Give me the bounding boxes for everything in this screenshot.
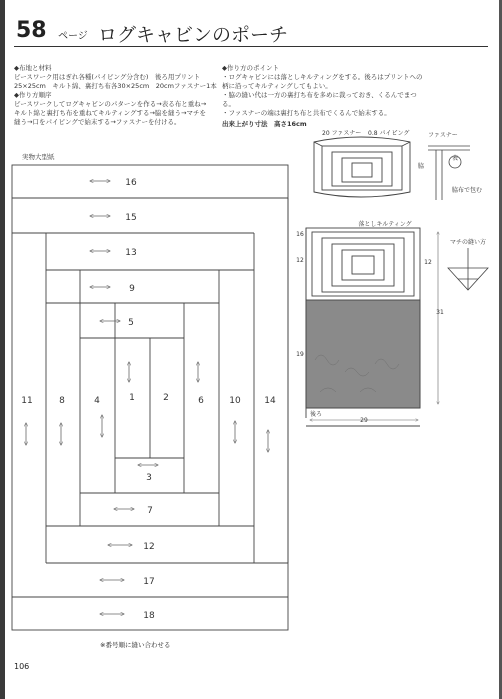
finished-size: 出来上がり寸法 高さ16cm xyxy=(222,120,307,128)
method-line-2: キルト綿と裏打ち布を重ねてキルティングする→脇を縫う→マチを xyxy=(14,109,206,117)
points-line-4: る。 xyxy=(222,100,235,108)
pattern-piece-14: 14 xyxy=(264,396,276,406)
page-ref-number: 58 xyxy=(16,18,47,43)
pattern-piece-7: 7 xyxy=(147,506,153,516)
dim-12: 12 xyxy=(296,257,304,264)
label-back: 後ろ xyxy=(309,411,323,418)
pattern-piece-8: 8 xyxy=(59,396,65,406)
pattern-piece-6: 6 xyxy=(198,396,204,406)
pattern-piece-5: 5 xyxy=(128,318,134,328)
label-gusset: マチの縫い方 xyxy=(449,239,487,246)
page-title: ログキャビンのポーチ xyxy=(98,24,289,46)
pattern-note: ※番号順に縫い合わせる xyxy=(100,641,171,649)
pattern-piece-10: 10 xyxy=(229,396,241,406)
dim-29: 29 xyxy=(360,417,368,424)
method-line-1: ピースワークしてログキャビンのパターンを作る→表る布と重ね→ xyxy=(14,100,207,108)
pattern-piece-13: 13 xyxy=(125,248,137,258)
pattern-piece-18: 18 xyxy=(143,611,155,621)
pattern-piece-9: 9 xyxy=(129,284,135,294)
pattern-piece-2: 2 xyxy=(163,393,169,403)
label-cut: 脇布で包む xyxy=(452,187,483,194)
pattern-piece-12: 12 xyxy=(143,542,155,552)
pattern-piece-3: 3 xyxy=(146,473,152,483)
pattern-piece-15: 15 xyxy=(125,213,137,223)
dim-31: 31 xyxy=(436,309,444,316)
dim-19: 19 xyxy=(296,351,304,358)
materials-heading: ◆布地と材料 xyxy=(14,64,52,72)
method-line-3: 縫う→口をパイピングで始末する→ファスナーを付ける。 xyxy=(14,118,181,126)
pattern-piece-1: 1 xyxy=(129,393,135,403)
pattern-piece-11: 11 xyxy=(21,396,33,406)
pouch-top-view xyxy=(314,137,410,197)
pattern-label: 実物大型紙 xyxy=(22,153,55,161)
label-quilting: 落としキルティング xyxy=(358,221,412,228)
page-number: 106 xyxy=(14,662,30,671)
label-front: 表 xyxy=(452,155,459,162)
method-heading: ◆作り方順序 xyxy=(14,91,52,99)
points-line-5: ・ファスナーの端は裏打ち布と共布でくるんで始末する。 xyxy=(222,109,391,117)
label-side: 脇 xyxy=(418,163,425,170)
dim-12b: 12 xyxy=(424,259,432,266)
materials-line-2: 25×25cm キルト綿、裏打ち布各30×25cm 20cmファスナー1本 xyxy=(14,82,217,90)
points-line-1: ・ログキャビンには落としキルティングをする。後ろはプリントへの xyxy=(222,73,423,81)
points-line-2: 柄に沿ってキルティングしてもよい。 xyxy=(222,82,332,90)
pattern-piece-16: 16 xyxy=(125,178,137,188)
pattern-piece-4: 4 xyxy=(94,396,100,406)
pattern-piece-17: 17 xyxy=(143,577,155,587)
back-panel xyxy=(306,300,420,408)
points-line-3: ・脇の縫い代は一方の裏打ち布を多めに裁っておき、くるんでまつ xyxy=(222,91,417,99)
points-heading: ◆作り方のポイント xyxy=(222,64,279,72)
materials-line-1: ピースワーク用はぎれ各種(パイピング分含む) 後ろ用プリント xyxy=(14,73,201,81)
dim-16: 16 xyxy=(296,231,304,238)
label-piping: 0.8 パイピング xyxy=(368,130,410,137)
label-zipper-20: 20 ファスナー xyxy=(322,130,362,137)
gusset-diagram xyxy=(448,248,488,290)
label-zipper: ファスナー xyxy=(428,132,458,139)
page-ref-unit: ページ xyxy=(58,31,88,42)
